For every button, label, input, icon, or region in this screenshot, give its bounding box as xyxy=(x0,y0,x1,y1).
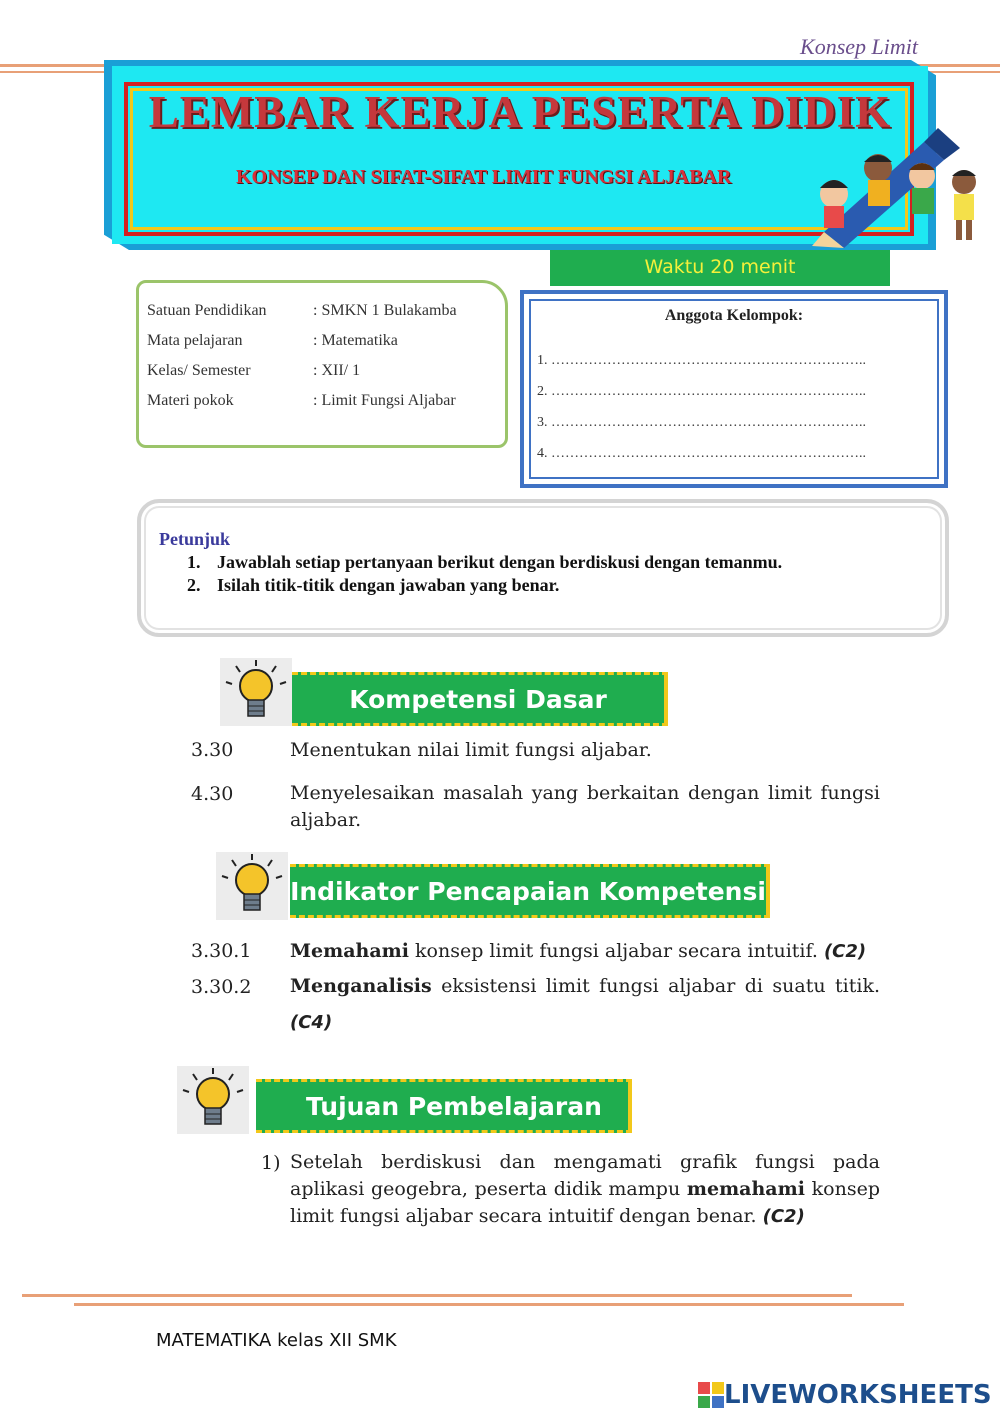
instructions-box xyxy=(137,499,949,637)
section-heading-kd: Kompetensi Dasar xyxy=(292,672,668,726)
ipk-number: 3.30.1 xyxy=(191,940,252,962)
info-key: Satuan Pendidikan xyxy=(147,302,267,319)
instruction-text: Jawablah setiap pertanyaan berikut dengan berdiskusi dengan temanmu. xyxy=(217,552,783,572)
instruction-number: 1. xyxy=(187,552,201,572)
info-value: : SMKN 1 Bulakamba xyxy=(313,302,457,319)
info-key: Materi pokok xyxy=(147,392,234,409)
group-members-inner xyxy=(529,299,939,479)
info-box xyxy=(136,280,508,448)
kd-number: 3.30 xyxy=(191,739,234,761)
lightbulb-icon xyxy=(177,1066,249,1134)
section-heading-tp: Tujuan Pembelajaran xyxy=(256,1079,632,1133)
bottom-divider xyxy=(22,1294,852,1297)
instruction-item xyxy=(187,575,559,596)
info-row xyxy=(147,302,457,320)
liveworksheets-wordmark: LIVEWORKSHEETS xyxy=(724,1380,992,1410)
liveworksheets-icon xyxy=(698,1382,724,1408)
info-key: Kelas/ Semester xyxy=(147,362,251,379)
ipk-number: 3.30.2 xyxy=(191,976,252,998)
group-members-box xyxy=(520,290,948,488)
kids-with-pencil-illustration xyxy=(804,122,986,248)
kd-text: Menyelesaikan masalah yang berkaitan dengan limit fungsi aljabar. xyxy=(290,782,880,831)
kd-text: Menentukan nilai limit fungsi aljabar. xyxy=(290,739,652,761)
tp-number: 1) xyxy=(261,1152,281,1174)
section-heading-ipk: Indikator Pencapaian Kompetensi xyxy=(290,864,770,918)
instruction-number: 2. xyxy=(187,575,201,595)
info-row xyxy=(147,362,360,380)
info-key: Mata pelajaran xyxy=(147,332,243,349)
instruction-text: Isilah titik-titik dengan jawaban yang benar. xyxy=(217,575,560,595)
tp-text: Setelah berdiskusi dan mengamati grafik fungsi pada aplikasi geogebra, peserta didik mampu xyxy=(290,1151,880,1200)
instructions-title: Petunjuk xyxy=(159,529,231,549)
member-line-1[interactable]: 1. ………………………………………………………….. xyxy=(537,353,866,368)
member-line-3[interactable]: 3. ………………………………………………………….. xyxy=(537,415,866,430)
info-value: : Matematika xyxy=(313,332,398,349)
ipk-verb: Memahami xyxy=(290,940,409,962)
worksheet-subtitle: KONSEP DAN SIFAT-SIFAT LIMIT FUNGSI ALJABAR xyxy=(236,166,732,188)
cognitive-level-tag: (C4) xyxy=(290,1012,333,1033)
member-line-2[interactable]: 2. ………………………………………………………….. xyxy=(537,384,866,399)
ipk-item xyxy=(290,940,866,962)
bottom-divider-2 xyxy=(74,1303,904,1306)
ipk-verb: Menganalisis xyxy=(290,975,432,997)
tp-text: konsep limit fungsi aljabar secara intuitif dengan benar. xyxy=(290,1178,881,1227)
header-label: Konsep Limit xyxy=(800,34,918,59)
worksheet-title: LEMBAR KERJA PESERTA DIDIK xyxy=(148,87,892,137)
info-row xyxy=(147,332,398,350)
member-line-4[interactable]: 4. ………………………………………………………….. xyxy=(537,446,866,461)
instruction-item xyxy=(187,552,782,573)
cognitive-level-tag: (C2) xyxy=(823,941,867,962)
lightbulb-icon xyxy=(220,658,292,726)
info-row xyxy=(147,392,456,410)
footer-text: MATEMATIKA kelas XII SMK xyxy=(156,1330,397,1351)
liveworksheets-logo[interactable] xyxy=(698,1380,992,1410)
info-value: : Limit Fungsi Aljabar xyxy=(313,392,456,409)
group-members-title: Anggota Kelompok: xyxy=(664,307,804,324)
ipk-text: konsep limit fungsi aljabar secara intuitif. xyxy=(408,940,824,962)
time-label: Waktu 20 menit xyxy=(550,250,890,286)
info-value: : XII/ 1 xyxy=(313,362,361,379)
tp-item xyxy=(290,1149,880,1230)
cognitive-level-tag: (C2) xyxy=(762,1206,805,1227)
ipk-item xyxy=(290,975,880,997)
lightbulb-icon xyxy=(216,852,288,920)
kd-number: 4.30 xyxy=(191,783,234,805)
ipk-text: eksistensi limit fungsi aljabar di suatu titik. xyxy=(431,975,880,997)
tp-verb: memahami xyxy=(686,1178,805,1200)
